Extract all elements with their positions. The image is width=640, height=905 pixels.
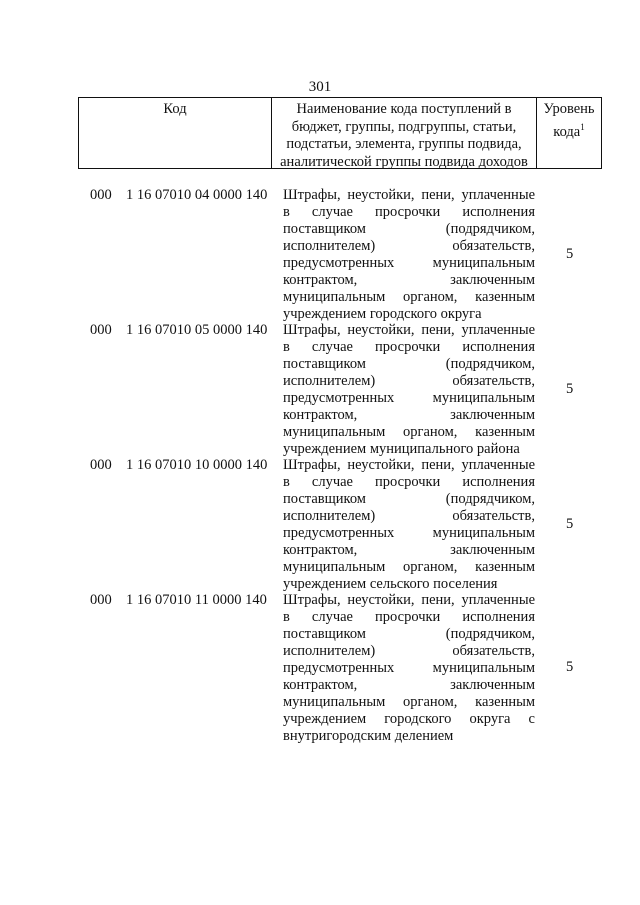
row-code: 1 16 07010 05 0000 140	[126, 322, 268, 338]
row-description: Штрафы, неустойки, пени, уплаченные в случае просрочки исполнения поставщиком (подрядчиком, исполнителем) обязательств, предусмотренных муниципальным контрактом, заключенным муниципальным органом, казенным учреждением городского округа	[283, 187, 535, 322]
row-level: 5	[566, 659, 574, 675]
row-description: Штрафы, неустойки, пени, уплаченные в случае просрочки исполнения поставщиком (подрядчиком, исполнителем) обязательств, предусмотренных муниципальным контрактом, заключенным муниципальным органом, казенным учреждением городского округа с внутригородским делением	[283, 592, 535, 744]
header-name: Наименование кода поступлений в бюджет, группы, подгруппы, статьи, подстатьи, элемента, группы подвида, аналитической группы подвида доходов	[272, 98, 537, 168]
header-level	[537, 98, 601, 168]
row-code-prefix: 000	[90, 322, 112, 338]
header-code: Код	[79, 98, 272, 168]
page-number: 301	[308, 79, 332, 95]
header-level-footnote: 1	[580, 121, 585, 132]
row-description: Штрафы, неустойки, пени, уплаченные в случае просрочки исполнения поставщиком (подрядчиком, исполнителем) обязательств, предусмотренных муниципальным контрактом, заключенным муниципальным органом, казенным учреждением сельского поселения	[283, 457, 535, 592]
row-code: 1 16 07010 10 0000 140	[126, 457, 268, 473]
table-header	[78, 97, 602, 169]
row-code: 1 16 07010 04 0000 140	[126, 187, 268, 203]
row-level: 5	[566, 516, 574, 532]
row-code: 1 16 07010 11 0000 140	[126, 592, 267, 608]
row-description: Штрафы, неустойки, пени, уплаченные в случае просрочки исполнения поставщиком (подрядчиком, исполнителем) обязательств, предусмотренных муниципальным контрактом, заключенным муниципальным органом, казенным учреждением муниципального района	[283, 322, 535, 457]
row-code-prefix: 000	[90, 592, 112, 608]
row-level: 5	[566, 246, 574, 262]
row-code-prefix: 000	[90, 187, 112, 203]
row-level: 5	[566, 381, 574, 397]
row-code-prefix: 000	[90, 457, 112, 473]
header-level-label: Уровень кода	[543, 101, 595, 140]
